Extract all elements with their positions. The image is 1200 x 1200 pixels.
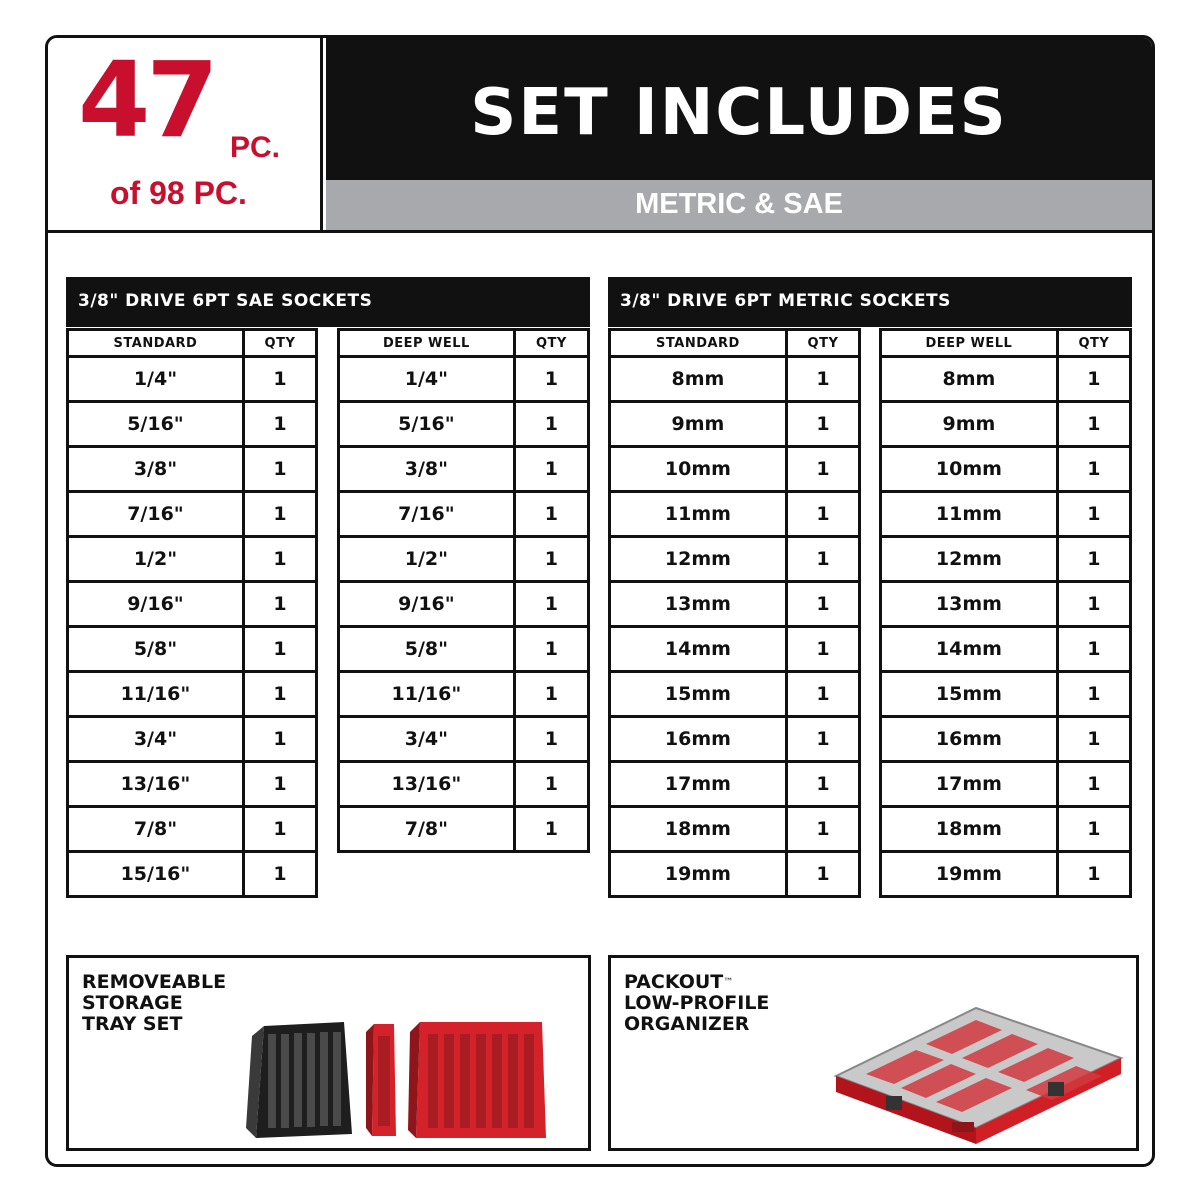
table-row xyxy=(339,627,589,672)
socket-size: 5/8" xyxy=(68,627,244,672)
storage-tray-illustration xyxy=(244,1016,554,1148)
socket-qty: 1 xyxy=(514,717,588,762)
socket-qty: 1 xyxy=(786,672,859,717)
socket-qty: 1 xyxy=(243,672,316,717)
socket-qty: 1 xyxy=(786,762,859,807)
table-row xyxy=(610,852,860,897)
metric-deep-well-table xyxy=(879,328,1132,898)
socket-qty: 1 xyxy=(786,807,859,852)
socket-size: 13mm xyxy=(881,582,1058,627)
socket-size: 11/16" xyxy=(68,672,244,717)
socket-size: 7/8" xyxy=(68,807,244,852)
header xyxy=(48,38,1152,233)
socket-qty: 1 xyxy=(514,807,588,852)
table-row xyxy=(881,672,1131,717)
socket-qty: 1 xyxy=(514,762,588,807)
column-header-size: STANDARD xyxy=(68,330,244,357)
socket-size: 13/16" xyxy=(68,762,244,807)
socket-size: 8mm xyxy=(610,357,787,402)
column-header-qty: QTY xyxy=(243,330,316,357)
socket-qty: 1 xyxy=(243,852,316,897)
socket-qty: 1 xyxy=(514,447,588,492)
socket-qty: 1 xyxy=(1057,672,1130,717)
socket-size: 17mm xyxy=(610,762,787,807)
socket-qty: 1 xyxy=(786,447,859,492)
socket-size: 14mm xyxy=(610,627,787,672)
socket-size: 16mm xyxy=(881,717,1058,762)
table-row xyxy=(610,762,860,807)
socket-qty: 1 xyxy=(243,492,316,537)
table-row xyxy=(68,672,317,717)
table-row xyxy=(68,402,317,447)
table-row xyxy=(68,447,317,492)
table-row xyxy=(339,807,589,852)
piece-count-unit: PC. xyxy=(230,131,281,164)
socket-size: 1/2" xyxy=(339,537,515,582)
metric-section-title: 3/8" DRIVE 6PT METRIC SOCKETS xyxy=(608,277,1132,327)
table-row xyxy=(68,627,317,672)
table-row xyxy=(339,402,589,447)
socket-qty: 1 xyxy=(243,807,316,852)
table-row xyxy=(68,852,317,897)
socket-size: 19mm xyxy=(610,852,787,897)
sae-deep-well-table xyxy=(337,328,590,853)
socket-qty: 1 xyxy=(1057,762,1130,807)
socket-size: 9mm xyxy=(881,402,1058,447)
socket-size: 7/16" xyxy=(68,492,244,537)
table-row xyxy=(610,627,860,672)
table-row xyxy=(610,582,860,627)
storage-tray-box xyxy=(66,955,591,1151)
socket-size: 5/16" xyxy=(68,402,244,447)
column-header-qty: QTY xyxy=(1057,330,1130,357)
socket-qty: 1 xyxy=(514,357,588,402)
socket-qty: 1 xyxy=(243,357,316,402)
trademark-symbol: ™ xyxy=(723,977,734,988)
socket-size: 17mm xyxy=(881,762,1058,807)
socket-size: 11mm xyxy=(881,492,1058,537)
column-header-size: STANDARD xyxy=(610,330,787,357)
table-row xyxy=(610,492,860,537)
table-row xyxy=(881,537,1131,582)
socket-qty: 1 xyxy=(1057,627,1130,672)
metric-section xyxy=(608,277,1132,327)
socket-qty: 1 xyxy=(243,402,316,447)
socket-size: 11mm xyxy=(610,492,787,537)
page-title: SET INCLUDES xyxy=(470,76,1008,150)
table-row xyxy=(68,762,317,807)
table-row xyxy=(68,537,317,582)
socket-qty: 1 xyxy=(1057,717,1130,762)
table-row xyxy=(339,582,589,627)
table-row xyxy=(610,717,860,762)
socket-size: 18mm xyxy=(610,807,787,852)
socket-qty: 1 xyxy=(1057,357,1130,402)
table-row xyxy=(881,717,1131,762)
page-subtitle: METRIC & SAE xyxy=(635,188,843,220)
socket-qty: 1 xyxy=(514,492,588,537)
column-header-qty: QTY xyxy=(514,330,588,357)
table-row xyxy=(610,447,860,492)
socket-qty: 1 xyxy=(1057,402,1130,447)
socket-size: 10mm xyxy=(610,447,787,492)
table-row xyxy=(881,852,1131,897)
socket-qty: 1 xyxy=(786,402,859,447)
table-row xyxy=(881,762,1131,807)
column-header-size: DEEP WELL xyxy=(881,330,1058,357)
socket-qty: 1 xyxy=(514,672,588,717)
column-header-qty: QTY xyxy=(786,330,859,357)
sae-standard-table xyxy=(66,328,318,898)
organizer-brand: PACKOUT xyxy=(624,971,724,993)
socket-qty: 1 xyxy=(243,537,316,582)
socket-qty: 1 xyxy=(1057,852,1130,897)
table-row xyxy=(881,807,1131,852)
socket-size: 19mm xyxy=(881,852,1058,897)
socket-size: 1/2" xyxy=(68,537,244,582)
sae-section xyxy=(66,277,590,327)
socket-qty: 1 xyxy=(243,447,316,492)
table-row xyxy=(339,717,589,762)
socket-qty: 1 xyxy=(1057,447,1130,492)
socket-size: 1/4" xyxy=(68,357,244,402)
piece-count: 47 xyxy=(78,39,215,161)
socket-size: 3/4" xyxy=(339,717,515,762)
organizer-label xyxy=(624,972,769,1035)
socket-qty: 1 xyxy=(786,537,859,582)
socket-qty: 1 xyxy=(786,717,859,762)
table-row xyxy=(68,717,317,762)
table-row xyxy=(68,582,317,627)
socket-size: 13mm xyxy=(610,582,787,627)
table-row xyxy=(881,492,1131,537)
socket-qty: 1 xyxy=(514,537,588,582)
socket-size: 9/16" xyxy=(68,582,244,627)
socket-qty: 1 xyxy=(514,627,588,672)
metric-standard-table xyxy=(608,328,861,898)
socket-size: 15mm xyxy=(881,672,1058,717)
socket-qty: 1 xyxy=(1057,492,1130,537)
table-row xyxy=(610,357,860,402)
socket-size: 15/16" xyxy=(68,852,244,897)
socket-size: 7/8" xyxy=(339,807,515,852)
socket-size: 5/16" xyxy=(339,402,515,447)
table-row xyxy=(881,447,1131,492)
table-row xyxy=(610,672,860,717)
table-row xyxy=(610,402,860,447)
socket-qty: 1 xyxy=(786,492,859,537)
socket-size: 15mm xyxy=(610,672,787,717)
socket-size: 3/8" xyxy=(339,447,515,492)
table-row xyxy=(881,627,1131,672)
socket-size: 11/16" xyxy=(339,672,515,717)
sae-section-title: 3/8" DRIVE 6PT SAE SOCKETS xyxy=(66,277,590,327)
table-row xyxy=(339,447,589,492)
piece-count-of-total: of 98 PC. xyxy=(110,175,247,211)
table-row xyxy=(610,807,860,852)
subtitle-banner xyxy=(326,180,1152,230)
socket-size: 12mm xyxy=(881,537,1058,582)
socket-size: 14mm xyxy=(881,627,1058,672)
socket-qty: 1 xyxy=(243,582,316,627)
socket-qty: 1 xyxy=(243,717,316,762)
socket-qty: 1 xyxy=(1057,582,1130,627)
socket-qty: 1 xyxy=(514,402,588,447)
socket-size: 10mm xyxy=(881,447,1058,492)
socket-qty: 1 xyxy=(243,762,316,807)
socket-size: 16mm xyxy=(610,717,787,762)
organizer-box xyxy=(608,955,1139,1151)
table-row xyxy=(68,357,317,402)
storage-tray-label: REMOVEABLE STORAGE TRAY SET xyxy=(82,971,227,1035)
socket-size: 3/8" xyxy=(68,447,244,492)
socket-size: 8mm xyxy=(881,357,1058,402)
socket-size: 12mm xyxy=(610,537,787,582)
table-row xyxy=(339,537,589,582)
socket-qty: 1 xyxy=(786,357,859,402)
socket-qty: 1 xyxy=(243,627,316,672)
socket-size: 1/4" xyxy=(339,357,515,402)
table-row xyxy=(68,807,317,852)
socket-qty: 1 xyxy=(786,582,859,627)
table-row xyxy=(339,762,589,807)
piece-count-box xyxy=(48,38,323,230)
table-row xyxy=(610,537,860,582)
table-row xyxy=(68,492,317,537)
socket-qty: 1 xyxy=(786,852,859,897)
table-row xyxy=(881,582,1131,627)
socket-qty: 1 xyxy=(514,582,588,627)
socket-qty: 1 xyxy=(786,627,859,672)
organizer-illustration xyxy=(826,998,1126,1146)
socket-size: 13/16" xyxy=(339,762,515,807)
socket-size: 9/16" xyxy=(339,582,515,627)
table-row xyxy=(881,357,1131,402)
set-includes-card xyxy=(45,35,1155,1167)
socket-qty: 1 xyxy=(1057,537,1130,582)
column-header-size: DEEP WELL xyxy=(339,330,515,357)
table-row xyxy=(339,672,589,717)
socket-qty: 1 xyxy=(1057,807,1130,852)
table-row xyxy=(339,357,589,402)
socket-size: 9mm xyxy=(610,402,787,447)
title-banner xyxy=(326,38,1152,180)
socket-size: 3/4" xyxy=(68,717,244,762)
socket-size: 5/8" xyxy=(339,627,515,672)
socket-size: 7/16" xyxy=(339,492,515,537)
table-row xyxy=(339,492,589,537)
table-row xyxy=(881,402,1131,447)
socket-size: 18mm xyxy=(881,807,1058,852)
organizer-name: LOW-PROFILE ORGANIZER xyxy=(624,992,770,1035)
